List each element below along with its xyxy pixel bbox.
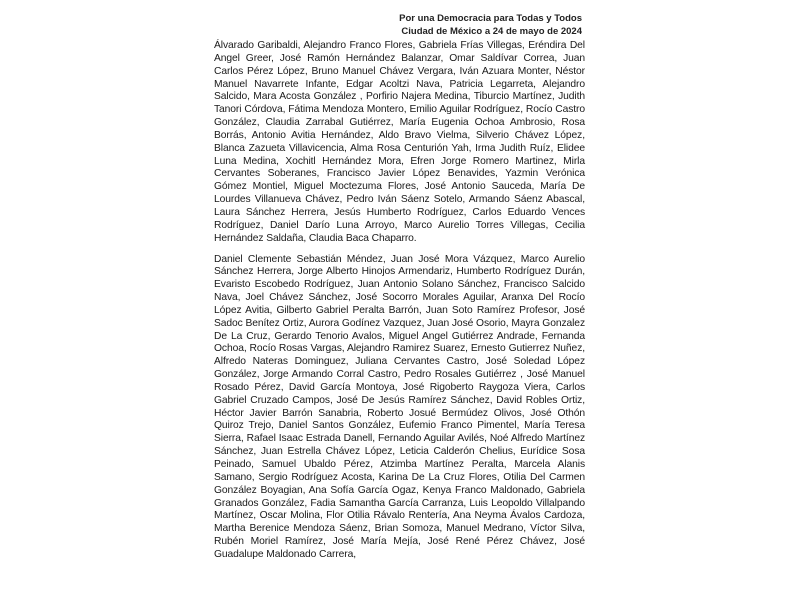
signatories-list [214,40,585,562]
document-header [282,12,582,38]
signatories-paragraph: Álvarado Garibaldi, Alejandro Franco Flores, Gabriela Frías Villegas, Eréndira Del Angel Greer, José Ramón Hernández Balanzar, Omar Saldívar Correa, Juan Carlos Pérez López, Bruno Manuel Chávez Vergara, Iván Azuara Monter, Néstor Manuel Navarrete Infante, Edgar Acoltzi Nava, Patricia Legarreta, Alejandro Salcido, Mara Acosta González , Porfirio Najera Medina, Tiburcio Martínez, Judith Tanori Córdova, Fátima Mendoza Montero, Emilio Aguilar Rodríguez, Rocío Castro González, Claudia Zarrabal Gutiérrez, María Eugenia Ochoa Ambrosio, Rosa Borrás, Antonio Avitia Hernández, Aldo Bravo Vielma, Silverio Chávez López, Blanca Zazueta Villavicencia, Alma Rosa Centurión Yah, Irma Judith Ruíz, Elidee Luna Medina, Xochitl Hernández Mora, Efren Jorge Romero Martinez, Mirla Cervantes Soberanes, Francisco Javier López Benavides, Yazmin Verónica Gómez Montiel, Miguel Moctezuma Flores, José Antonio Sauceda, María De Lourdes Villanueva Chávez, Pedro Iván Sáenz Sotelo, Armando Sáenz Abascal, Laura Sánchez Herrera, Jesús Humberto Rodríguez, Carlos Eduardo Vences Rodríguez, Daniel Darío Luna Arroyo, Marco Aurelio Torres Villegas, Cecilia Hernández Saldaña, Claudia Baca Chaparro. [214,40,585,244]
header-slogan: Por una Democracia para Todas y Todos [399,13,582,24]
header-place-date: Ciudad de México a 24 de mayo de 2024 [401,26,582,37]
signatories-paragraph: Daniel Clemente Sebastián Méndez, Juan José Mora Vázquez, Marco Aurelio Sánchez Herrera, Jorge Alberto Hinojos Armendariz, Humberto Rodríguez Durán, Evaristo Escobedo Rodríguez, Juan Antonio Solano Sánchez, Francisco Salcido Nava, Joel Chávez Sánchez, José Socorro Morales Aguilar, Aranxa Del Rocío López Avitia, Gilberto Gabriel Peralta Barrón, Juan Soto Ramírez Profesor, José Sadoc Benítez Ortiz, Aurora Godínez Vazquez, Juan José Osorio, Mayra Gonzalez De La Cruz, Gerardo Tenorio Avalos, Miguel Angel Gutiérrez Andrade, Fernanda Ochoa, Rocío Rosas Vargas, Alejandro Ramirez Suarez, Ernesto Gutierrez Nuñez, Alfredo Nateras Dominguez, Juliana Cervantes Castro, José Soledad López González, Jorge Armando Corral Castro, Pedro Rosales Gutiérrez , José Manuel Rosado Pérez, David García Montoya, José Rigoberto Raygoza Viera, Carlos Gabriel Cruzado Campos, José De Jesús Ramírez Sánchez, David Robles Ortiz, Héctor Javier Barrón Sanabria, Roberto Josué Bermúdez Olivos, José Othón Quiroz Trejo, Daniel Santos González, Eufemio Franco Pimentel, María Teresa Sierra, Rafael Isaac Estrada Danell, Fernando Aguilar Avilés, Noé Alfredo Martínez Sánchez, Juan Estrella Chávez López, Leticia Calderón Chelius, Eurídice Sosa Peinado, Samuel Ubaldo Pérez, Atzimba Martínez Peralta, Marcela Alanis Samano, Sergio Rodríguez Acosta, Karina De La Cruz Flores, Otilia Del Carmen González Boyagian, Ana Sofía García Ogaz, Kenya Franco Maldonado, Gabriela Granados González, Fadia Samantha García Carranza, Luis Leopoldo Villalpando Martínez, Oscar Molina, Flor Otilia Rávalo Rentería, Ana Neyma Ávalos Cardoza, Martha Berenice Mendoza Sáenz, Brian Somoza, Manuel Medrano, Víctor Silva, Rubén Moriel Ramírez, José María Mejía, José René Pérez Chávez, José Guadalupe Maldonado Carrera, [214,253,585,560]
